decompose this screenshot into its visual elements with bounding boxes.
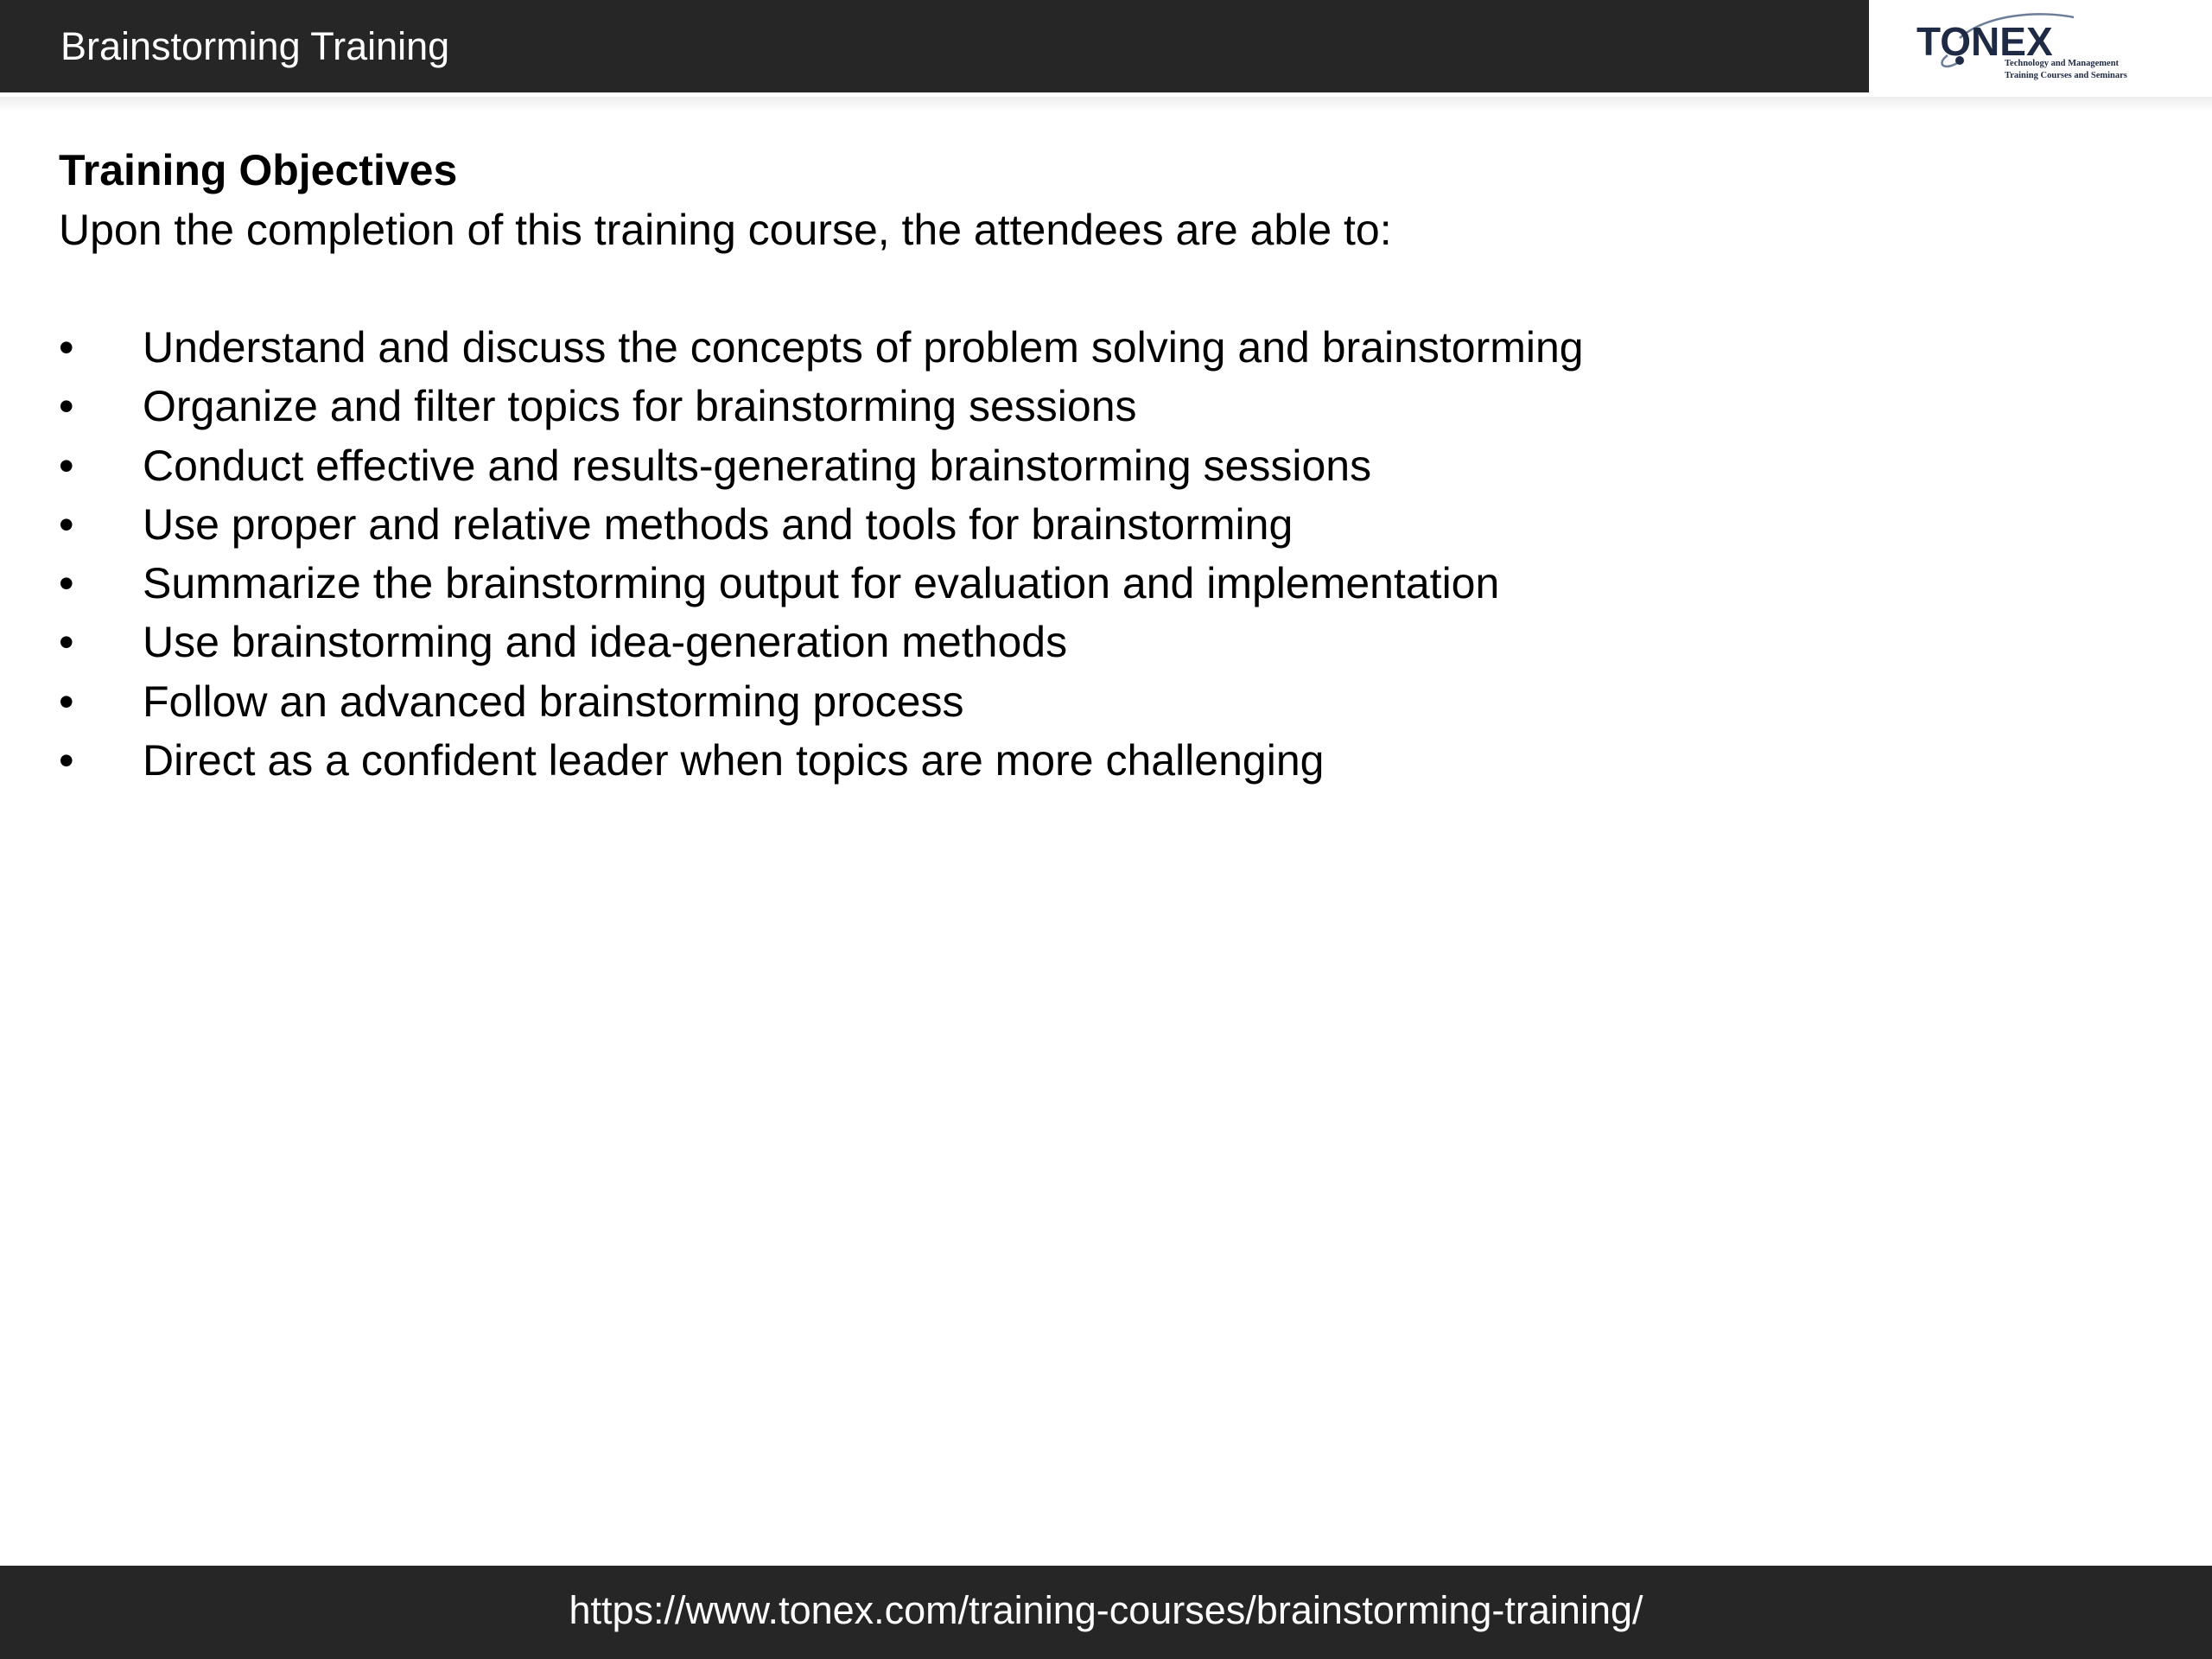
bullet-marker: • [59,382,74,431]
bullet-marker: • [59,559,74,608]
page-title: Brainstorming Training [60,24,450,68]
bullet-marker: • [59,677,74,726]
logo-tagline-2: Training Courses and Seminars [2005,71,2127,80]
list-item-text: Summarize the brainstorming output for evaluation and implementation [143,559,1500,608]
section-heading: Training Objectives [59,146,458,194]
objectives-list [59,318,2133,790]
header-divider [0,97,2212,112]
list-item [59,613,2133,671]
list-item-text: Conduct effective and results-generating brainstorming sessions [143,441,1372,490]
list-item-text: Organize and filter topics for brainstorming sessions [143,382,1137,431]
list-item-text: Follow an advanced brainstorming process [143,677,964,726]
bullet-marker: • [59,323,74,372]
list-item-text: Understand and discuss the concepts of problem solving and brainstorming [143,323,1584,372]
content-area [59,140,2133,790]
logo-tagline-1: Technology and Management [2005,59,2120,68]
list-item [59,377,2133,435]
footer-url: https://www.tonex.com/training-courses/brainstorming-training/ [569,1588,1643,1632]
list-item-text: Use brainstorming and idea-generation methods [143,618,1068,667]
list-item [59,554,2133,613]
bullet-marker: • [59,736,74,785]
list-item [59,436,2133,495]
list-item [59,672,2133,731]
bullet-marker: • [59,441,74,490]
tonex-logo-graphic [1910,12,2177,90]
list-item-text: Direct as a confident leader when topics are more challenging [143,736,1325,785]
list-item [59,731,2133,790]
logo-wordmark: TONEX [1916,19,2053,64]
bullet-marker: • [59,499,74,549]
bullet-marker: • [59,618,74,667]
list-item [59,495,2133,554]
list-item [59,318,2133,377]
footer-bar [0,1566,2212,1659]
tonex-logo [1910,12,2177,90]
header-bar [0,0,1869,92]
list-item-text: Use proper and relative methods and tools for brainstorming [143,499,1294,549]
intro-text: Upon the completion of this training course, the attendees are able to: [59,206,1392,254]
